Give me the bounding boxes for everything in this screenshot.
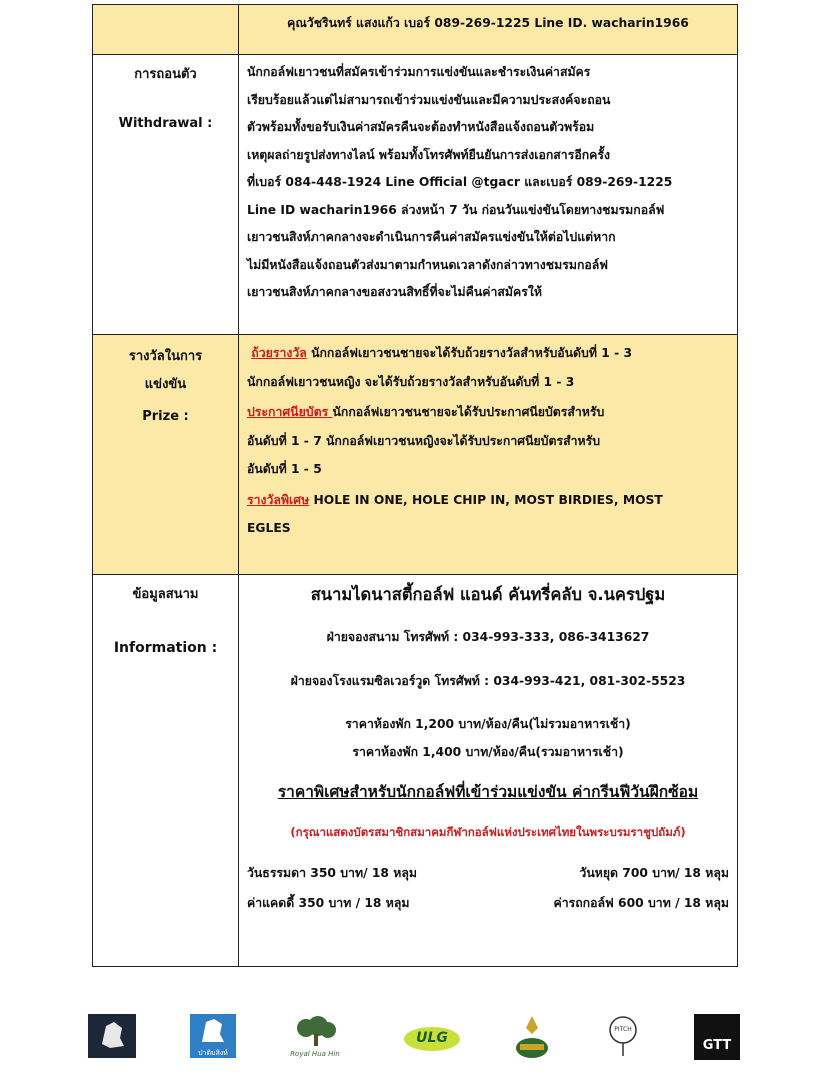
ulg-logo-icon (402, 1024, 462, 1054)
weekday-fee: วันธรรมดา 350 บาท/ 18 หลุม (247, 865, 417, 880)
withdrawal-line: เหตุผลถ่ายรูปส่งทางไลน์ พร้อมทั้งโทรศัพท์ยืนยันการส่งเอกสารอีกครั้ง (247, 147, 610, 162)
withdrawal-line: เยาวชนสิงห์ภาคกลางขอสงวนสิทธิ์ที่จะไม่คืนค่าสมัครให้ (247, 285, 542, 299)
rules-table (92, 4, 738, 967)
fee-row-1 (247, 858, 729, 888)
prize-label-en: Prize : (142, 409, 189, 424)
pitch-logo-icon (606, 1014, 640, 1062)
cert-line-1 (247, 398, 729, 427)
cert-line-2: อันดับที่ 1 - 7 นักกอล์ฟเยาวชนหญิงจะได้รับประกาศนียบัตรสำหรับ (247, 433, 601, 448)
info-label-th: ข้อมูลสนาม (132, 587, 199, 602)
tree-logo-icon (288, 1016, 342, 1064)
special-heading: รางวัลพิเศษ (247, 492, 310, 507)
logo-6-text: PITCH (614, 1026, 632, 1033)
prize-row (93, 335, 738, 575)
holiday-fee: วันหยุด 700 บาท/ 18 หลุม (579, 865, 729, 880)
caddy-fee: ค่าแคดดี้ 350 บาท / 18 หลุม (247, 895, 410, 910)
contact-label-cell (93, 5, 239, 55)
special-price-heading: ราคาพิเศษสำหรับนักกอล์ฟที่เข้าร่วมแข่งขัน ค่ากรีนฟีวันฝึกซ้อม (277, 782, 699, 801)
prize-label-cell (93, 335, 239, 575)
prize-label-th-1: รางวัลในการ (128, 349, 203, 364)
withdrawal-line: นักกอล์ฟเยาวชนที่สมัครเข้าร่วมการแข่งขันและชำระเงินค่าสมัคร (247, 65, 591, 79)
info-row (93, 575, 738, 967)
withdrawal-line: Line ID wacharin1966 ล่วงหน้า 7 วัน ก่อนวันแข่งขันโดยทางชมรมกอล์ฟ (247, 202, 665, 217)
booking-hotel: ฝ่ายจองโรงแรมซิลเวอร์วูด โทรศัพท์ : 034-993-421, 081-302-5523 (290, 674, 686, 689)
withdrawal-line: ที่เบอร์ 084-448-1924 Line Official @tgacr และเบอร์ 089-269-1225 (247, 175, 673, 189)
prize-label-th-2: แข่งขัน (144, 377, 187, 392)
sponsor-logos (0, 1010, 830, 1070)
logo-2-text: ป่าติมสิงห์ (198, 1049, 228, 1057)
booking-course: ฝ่ายจองสนาม โทรศัพท์ : 034-993-333, 086-3413627 (326, 630, 650, 644)
logo-4-text: ULG (416, 1030, 448, 1046)
prize-text-cell (239, 335, 738, 575)
member-note: (กรุณาแสดงบัตรสมาชิกสมาคมกีฬากอล์ฟแห่งประเทศไทยในพระบรมราชูปถัมภ์) (290, 824, 686, 839)
venue-name: สนามไดนาสตี้กอล์ฟ แอนด์ คันทรี่คลับ จ.นครปฐม (310, 585, 666, 604)
withdrawal-line: ตัวพร้อมทั้งขอรับเงินค่าสมัครคืนจะต้องทำหนังสือแจ้งถอนตัวพร้อม (247, 120, 595, 134)
withdrawal-label-th: การถอนตัว (134, 67, 197, 82)
logo-3-text: Royal Hua Hin (290, 1050, 340, 1058)
special-line-1 (247, 486, 729, 515)
cert-text-1: นักกอล์ฟเยาวชนชายจะได้รับประกาศนียบัตรสำหรับ (332, 405, 605, 419)
withdrawal-line: ไม่มีหนังสือแจ้งถอนตัวส่งมาตามกำหนดเวลาดังกล่าวทางชมรมกอล์ฟ (247, 257, 609, 272)
withdrawal-line: เยาวชนสิงห์ภาคกลางจะดำเนินการคืนค่าสมัครแข่งขันให้ต่อไปแต่หาก (247, 230, 616, 244)
special-text-1: HOLE IN ONE, HOLE CHIP IN, MOST BIRDIES, MOST (309, 492, 663, 507)
logo-7-text: GTT (702, 1038, 732, 1053)
trophy-line-1 (247, 339, 729, 368)
contact-text: คุณวัชรินทร์ แสงแก้ว เบอร์ 089-269-1225 Line ID. wacharin1966 (287, 16, 689, 30)
withdrawal-row (93, 55, 738, 335)
lion-emblem-blue-icon (190, 1014, 236, 1058)
trophy-heading: ถ้วยรางวัล (251, 346, 307, 360)
lion-emblem-icon (88, 1014, 136, 1058)
cart-fee: ค่ารถกอล์ฟ 600 บาท / 18 หลุม (553, 895, 729, 910)
contact-cell (239, 5, 738, 55)
gtt-logo-icon (694, 1014, 740, 1060)
crest-logo-icon (512, 1014, 552, 1062)
info-label-en: Information : (113, 640, 218, 656)
cert-line-3: อันดับที่ 1 - 5 (247, 462, 322, 476)
info-text-cell (239, 575, 738, 967)
withdrawal-label-en: Withdrawal : (118, 116, 213, 131)
contact-row (93, 5, 738, 55)
fee-row-2 (247, 888, 729, 918)
withdrawal-text-cell (239, 55, 738, 335)
trophy-line-2: นักกอล์ฟเยาวชนหญิง จะได้รับถ้วยรางวัลสำหรับอันดับที่ 1 - 3 (247, 374, 575, 389)
withdrawal-line: เรียบร้อยแล้วแต่ไม่สามารถเข้าร่วมแข่งขันและมีความประสงค์จะถอน (247, 92, 611, 107)
trophy-text-1: นักกอล์ฟเยาวชนชายจะได้รับถ้วยรางวัลสำหรับอันดับที่ 1 - 3 (306, 346, 633, 360)
room-rate-2: ราคาห้องพัก 1,400 บาท/ห้อง/คืน(รวมอาหารเช้า) (352, 744, 624, 759)
room-rate-1: ราคาห้องพัก 1,200 บาท/ห้อง/คืน(ไม่รวมอาหารเช้า) (345, 716, 631, 731)
cert-heading: ประกาศนียบัตร (247, 405, 333, 419)
info-label-cell (93, 575, 239, 967)
special-line-2: EGLES (247, 521, 291, 535)
withdrawal-label-cell (93, 55, 239, 335)
